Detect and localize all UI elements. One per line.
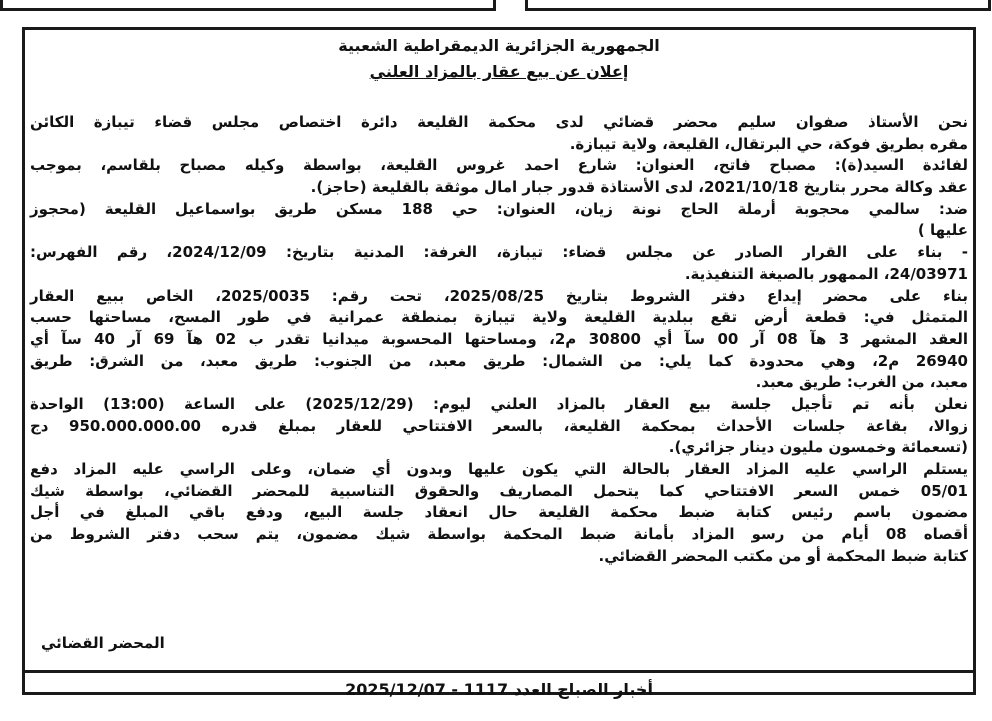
signature: المحضر القضائي [41,634,165,652]
adjacent-notice-box-right [525,0,991,11]
notice-body [30,112,968,567]
text-line: زوالا، بقاعة جلسات الأحداث بمحكمة القليعة، بالسعر الافتتاحي للعقار بمبلغ قدره 950.000.000.00 دج [30,416,968,435]
text-line: كتابة ضبط المحكمة أو من مكتب المحضر القضائي. [598,546,968,565]
text-line: 24/03971، الممهور بالصيغة التنفيذية. [684,264,968,283]
text-line: بناء على محضر إيداع دفتر الشروط بتاريخ 2025/08/25، تحت رقم: 2025/0035، الخاص ببيع العقار [30,286,968,305]
text-line: نعلن بأنه تم تأجيل جلسة بيع العقار بالمزاد العلني ليوم: (2025/12/29) على الساعة (13:00) الواحدة [30,394,969,413]
text-line: 05/01 خمس السعر الافتتاحي كما يتحمل المصاريف والحقوق التناسبية للمحضر القضائي، بواسطة شيك [30,481,968,500]
text-line: عليها ) [917,221,968,240]
adjacent-notice-box-left [0,0,496,11]
notice-title: إعلان عن بيع عقار بالمزاد العلني [369,62,629,81]
auction-notice [22,27,976,699]
text-line: 26940 م2، وهي محدودة كما يلي: من الشمال: طريق معبد، من الجنوب: طريق معبد، من الشرق: طريق [30,351,968,370]
text-line: (تسعمائة وخمسون مليون دينار جزائري). [668,438,968,457]
text-line: عقد وكالة محرر بتاريخ 2021/10/18، لدى الأستاذة قدور جبار امال موثقة بالقليعة (حاجز). [310,178,968,197]
text-line: - بناء على القرار الصادر عن مجلس قضاء: تيبازة، الغرفة: المدنية بتاريخ: 2024/12/09، رقم الفهرس: [30,243,968,262]
text-line: مقره بطريق فوكة، حي البرتقال، القليعة، ولاية تيبازة. [569,134,968,153]
text-line: معبد، من الغرب: طريق معبد. [755,373,968,392]
text-line: العقد المشهر 3 هآ 08 آر 00 سآ أي 30800 م2، ومساحتها المحسوبة ميدانيا تقدر ب 02 هآ 69 آر 40 سآ أي [30,329,968,348]
text-line: نحن الأستاذ صفوان سليم محضر قضائي لدى محكمة القليعة دائرة اختصاص مجلس قضاء تيبازة الكائن [30,113,968,131]
text-line: أقصاه 08 أيام من رسو المزاد بأمانة ضبط المحكمة بواسطة شيك مضمون، يتم سحب دفتر الشروط من [30,525,968,544]
text-line: ضد: سالمي محجوبة أرملة الحاج نونة زيان، العنوان: حي 188 مسكن طريق بواسماعيل القليعة (محجوز [30,199,969,218]
text-line: لفائدة السيد(ة): مصباح فاتح، العنوان: شارع احمد غروس القليعة، بواسطة وكيله مصباح بلقاسم، بموجب [30,156,968,175]
text-line: المتمثل في: قطعة أرض تقع ببلدية القليعة ولاية تيبازة بمنطقة عمرانية في طور المسح، مساحتها حسب [30,308,968,327]
text-line: يستلم الراسي عليه المزاد العقار بالحالة التي يكون عليها وبدون أي ضمان، وعلى الراسي عليه المزاد دفع [30,460,968,478]
republic-heading: الجمهورية الجزائرية الديمقراطية الشعبية [338,36,660,55]
text-line: مضمون باسم رئيس كتابة ضبط محكمة القليعة حال انعقاد جلسة البيع، ودفع باقي المبلغ في أجل [30,503,968,522]
publication-footer: أخبار الصباح العدد 1117 - 2025/12/07 [25,670,973,698]
